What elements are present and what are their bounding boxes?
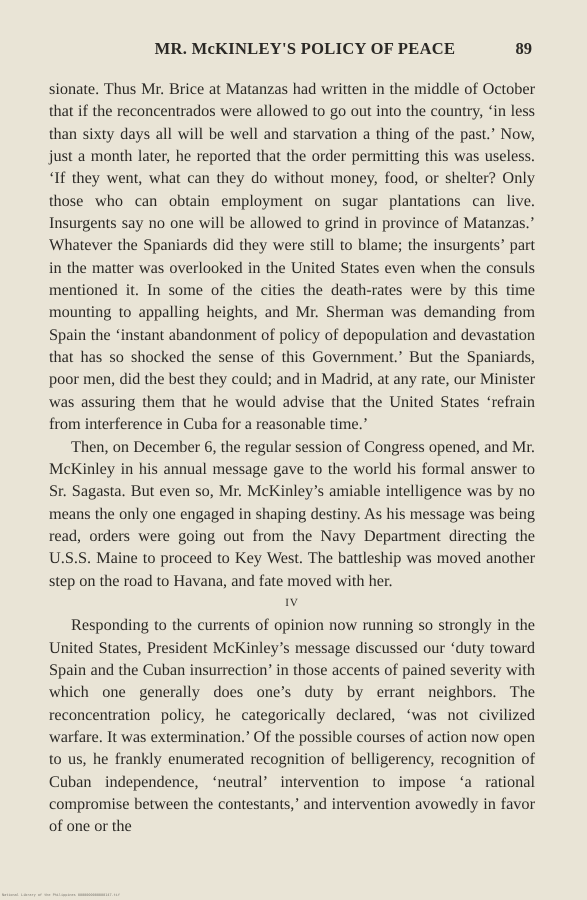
page-header — [80, 39, 530, 61]
paragraph-responding: Responding to the currents of opinion now running so strongly in the United States, President McKinley’s message discussed our ‘duty toward Spain and the Cuban insurrection’ in those accents of pained severity with which one generally does one’s duty by errant neighbors. The reconcentration policy, he categorically declared, ‘was not civilized warfare. It was extermination.’ Of the possible courses of action now open to us, he frankly enumerated recognition of belligerency, recognition of Cuban independence, ‘neutral’ intervention to impose ‘a rational compromise between the contestants,’ and intervention avowedly in favor of one or the — [49, 615, 535, 836]
section-number: IV — [285, 596, 299, 609]
paragraph-december-message: Then, on December 6, the regular session of Congress opened, and Mr. McKinley in his annual message gave to the world his formal answer to Sr. Sagasta. But even so, Mr. McKinley’s amiable intelligence was by no means the only one engaged in shaping destiny. As his message was being read, orders were going out from the Navy Department directing the U.S.S. Maine to proceed to Key West. The battleship was moved another step on the road to Havana, and fate moved with her. — [49, 436, 535, 590]
paragraph-continued: sionate. Thus Mr. Brice at Matanzas had written in the middle of October that if the reconcentrados were allowed to go out into the country, ‘in less than sixty days all will be well and starvation a thing of the past.’ Now, just a month later, he reported that the order permitting this was useless. ‘If they went, what can they do without money, food, or shelter? Only those who can obtain employment on sugar plantations can live. Insurgents say no one will be allowed to grind in province of Matanzas.’ Whatever the Spaniards did they were still to blame; the insurgents’ part in the matter was overlooked in the United States even when the consuls mentioned it. In some of the cities the death-rates were by this time mounting to appalling heights, and Mr. Sherman was demanding from Spain the ‘instant abandonment of policy of depopulation and devastation that has so shocked the sense of this Government.’ But the Spaniards, poor men, did the best they could; and in Madrid, at any rate, our Minister was assuring them that he would advise that the United States ‘refrain from interference in Cuba for a reasonable time.’ — [49, 79, 535, 434]
running-title: MR. McKINLEY'S POLICY OF PEACE — [154, 39, 456, 58]
scan-footer: National Library of the Philippines 0000000000000147.tif — [2, 893, 121, 897]
page-number: 89 — [515, 39, 532, 58]
body-text — [49, 78, 535, 838]
